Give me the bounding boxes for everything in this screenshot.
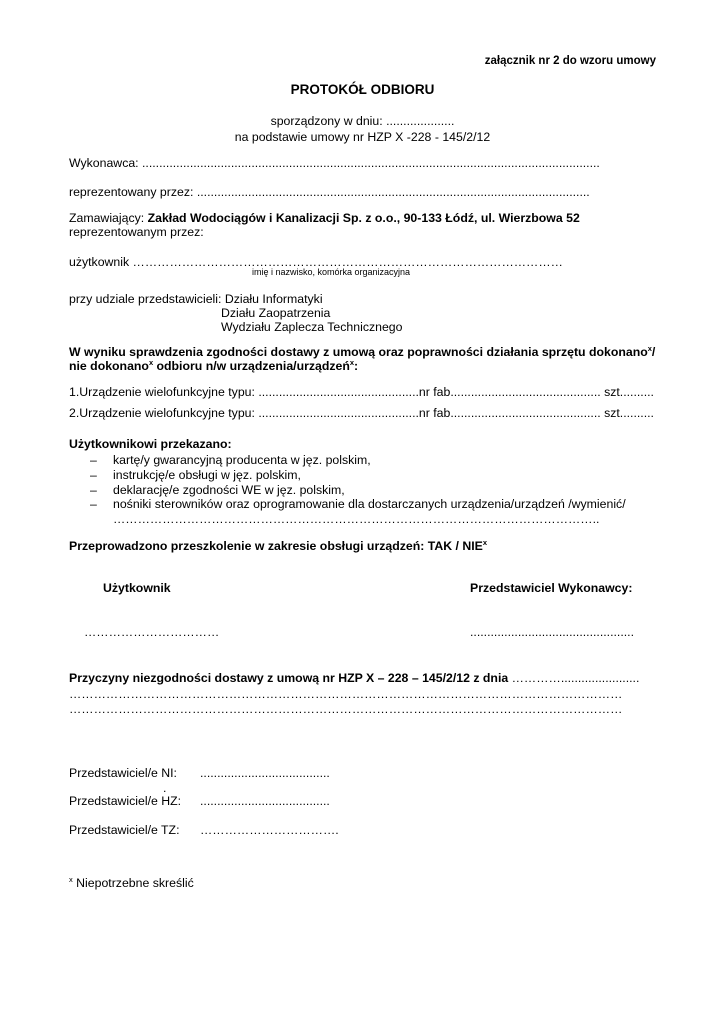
signature-user-line: ……………………………: [84, 625, 220, 639]
footnote: $^x$ Niepotrzebne skreślić: [69, 875, 194, 890]
drawn-up-date: sporządzony w dniu: ....................: [270, 114, 455, 128]
rep-ni-dots: ......................................: [200, 766, 330, 780]
stray-mark: .: [163, 781, 167, 795]
annex-label: załącznik nr 2 do wzoru umowy: [484, 55, 656, 67]
reasons-line-1: ………………………………………………………………………………………………………………………: [69, 687, 623, 701]
rep-tz-dots: …………………………….: [200, 823, 339, 837]
handed-over-item: – nośniki sterowników oraz oprogramowanie dla dostarczanych urządzenia/urządzeń /wymienić/: [90, 497, 626, 511]
rep-tz-label: Przedstawiciel/e TZ:: [69, 823, 180, 837]
reasons-heading: Przyczyny niezgodności dostawy z umową nr HZP X – 228 – 145/2/12 z dnia ………….......................: [69, 671, 640, 685]
training-statement: Przeprowadzono przeszkolenie w zakresie obsługi urządzeń: TAK / NIE$^x$: [69, 538, 488, 553]
client-name: Zakład Wodociągów i Kanalizacji Sp. z o.o., 90-133 Łódź, ul. Wierzbowa 52: [147, 211, 580, 225]
client-represented: reprezentowanym przez:: [69, 225, 204, 239]
handed-over-title: Użytkownikowi przekazano:: [69, 437, 232, 451]
check-statement-line-2: nie dokonano$^x$ odbioru n/w urządzenia/urządzeń$^x$:: [69, 358, 359, 373]
handed-over-item: – instrukcję/e obsługi w jęz. polskim,: [90, 468, 301, 482]
contract-basis: na podstawie umowy nr HZP X -228 - 145/2/12: [234, 130, 491, 144]
signature-contractor-line: ................................................: [470, 625, 634, 639]
handed-over-item: – deklarację/e zgodności WE w jęz. polskim,: [90, 483, 345, 497]
handed-over-dots: ………………………………………………………………………………………………………..: [113, 512, 600, 526]
dash-bullet: –: [90, 453, 97, 467]
rep-hz-dots: ......................................: [200, 794, 330, 808]
dash-bullet: –: [90, 468, 97, 482]
client-label: Zamawiający:: [69, 211, 148, 225]
document-title: PROTOKÓŁ ODBIORU: [290, 82, 435, 97]
contractor-field: Wykonawca: ......................................................................................................................................: [69, 156, 600, 170]
participants-line-3: Wydziału Zaplecza Technicznego: [221, 320, 403, 334]
participants-line-2: Działu Zaopatrzenia: [221, 306, 331, 320]
user-field: użytkownik ……………………………………………………………………………………………: [69, 255, 563, 269]
check-statement-line-1: W wyniku sprawdzenia zgodności dostawy z umową oraz poprawności działania sprzętu dokonano$^x$/: [69, 344, 656, 359]
device-row-1: 1.Urządzenie wielofunkcyjne typu: ...............................................nr fab............................................ szt..........: [69, 385, 654, 399]
dash-bullet: –: [90, 483, 97, 497]
participants-line-1: przy udziale przedstawicieli: Działu Informatyki: [69, 292, 323, 306]
signature-user-label: Użytkownik: [103, 581, 171, 595]
rep-hz-label: Przedstawiciel/e HZ:: [69, 794, 182, 808]
dash-bullet: –: [90, 497, 97, 511]
reasons-line-2: ………………………………………………………………………………………………………………………: [69, 702, 623, 716]
user-field-hint: imię i nazwisko, komórka organizacyjna: [252, 267, 411, 277]
device-row-2: 2.Urządzenie wielofunkcyjne typu: ...............................................nr fab............................................ szt..........: [69, 406, 654, 420]
handed-over-item: – kartę/y gwarancyjną producenta w jęz. polskim,: [90, 453, 371, 467]
client-field: [69, 211, 580, 225]
represented-by-field: reprezentowany przez: ...................................................................................................................: [69, 185, 590, 199]
rep-ni-label: Przedstawiciel/e NI:: [69, 766, 177, 780]
signature-contractor-label: Przedstawiciel Wykonawcy:: [470, 581, 633, 595]
